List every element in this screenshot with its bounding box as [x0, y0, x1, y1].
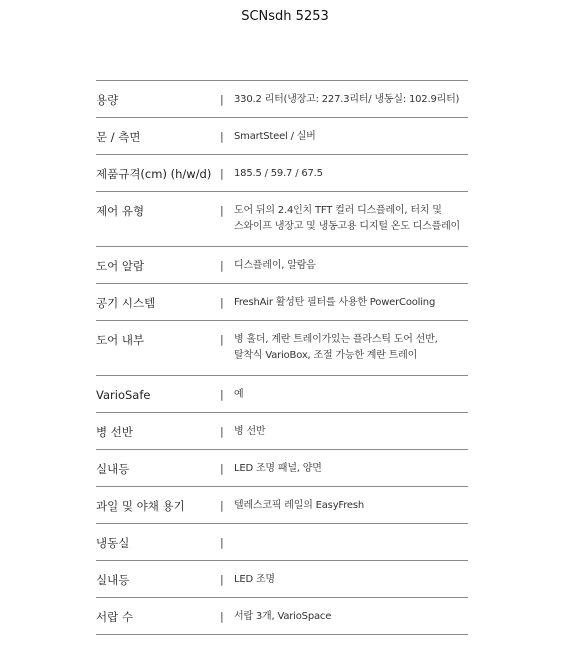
spec-row-freezer-light: [96, 561, 468, 598]
separator: |: [220, 425, 224, 438]
spec-value: 예: [234, 389, 244, 400]
separator: |: [220, 259, 224, 272]
spec-row-fruit-veg-container: [96, 487, 468, 524]
spec-label: 도어 내부: [96, 333, 145, 347]
spec-label: 서랍 수: [96, 610, 133, 624]
spec-value: 텔레스코픽 레일의 EasyFresh: [234, 500, 365, 511]
separator: |: [220, 204, 224, 217]
spec-value: LED 조명: [234, 574, 275, 585]
separator: |: [220, 573, 224, 586]
spec-row-door-alarm: [96, 247, 468, 284]
separator: |: [220, 462, 224, 475]
spec-value: 서랍 3개, VarioSpace: [234, 611, 332, 622]
spec-row-freezer: [96, 524, 468, 561]
spec-label: 공기 시스템: [96, 296, 156, 310]
separator: |: [220, 610, 224, 623]
spec-value: 도어 뒤의 2.4인치 TFT 컬러 디스플레이, 터치 및 스와이프 냉장고 및 냉동고용 디지털 온도 디스플레이: [234, 205, 460, 232]
separator: |: [220, 130, 224, 143]
separator: |: [220, 388, 224, 401]
spec-label: 제어 유형: [96, 204, 145, 218]
spec-row-door-interior: [96, 321, 468, 376]
separator: |: [220, 296, 224, 309]
spec-row-door-side: [96, 118, 468, 155]
page-title: SCNsdh 5253: [241, 9, 329, 24]
spec-value: 185.5 / 59.7 / 67.5: [234, 168, 323, 179]
spec-row-bottle-shelf: [96, 413, 468, 450]
separator: |: [220, 499, 224, 512]
separator: |: [220, 167, 224, 180]
spec-label: 실내등: [96, 573, 130, 587]
separator: |: [220, 93, 224, 106]
spec-value: 330.2 리터(냉장고: 227.3리터/ 냉동실: 102.9리터): [234, 94, 460, 105]
spec-label: 과일 및 야채 용기: [96, 499, 185, 513]
spec-label: 병 선반: [96, 425, 133, 439]
spec-label: 용량: [96, 93, 119, 107]
spec-row-air-system: [96, 284, 468, 321]
spec-value: 디스플레이, 알람음: [234, 260, 316, 271]
spec-label: VarioSafe: [96, 388, 151, 402]
spec-row-variosafe: [96, 376, 468, 413]
spec-row-interior-light: [96, 450, 468, 487]
spec-label: 실내등: [96, 462, 130, 476]
spec-value: 병 홀더, 계란 트레이가있는 플라스틱 도어 선반, 탈착식 VarioBox, 조절 가능한 계란 트레이: [234, 334, 438, 361]
spec-value: SmartSteel / 실버: [234, 131, 316, 142]
spec-value: LED 조명 패널, 양면: [234, 463, 322, 474]
spec-value: 병 선반: [234, 426, 266, 437]
spec-label: 냉동실: [96, 536, 130, 550]
separator: |: [220, 333, 224, 346]
spec-label: 문 / 측면: [96, 130, 141, 144]
spec-value: FreshAir 활성탄 필터를 사용한 PowerCooling: [234, 297, 436, 308]
spec-label: 제품규격(cm) (h/w/d): [96, 167, 212, 181]
spec-row-dimensions: [96, 155, 468, 192]
spec-row-capacity: [96, 81, 468, 118]
spec-row-control-type: [96, 192, 468, 247]
spec-label: 도어 알람: [96, 259, 145, 273]
separator: |: [220, 536, 224, 549]
spec-row-drawer-count: [96, 598, 468, 635]
spec-table: [96, 80, 468, 635]
